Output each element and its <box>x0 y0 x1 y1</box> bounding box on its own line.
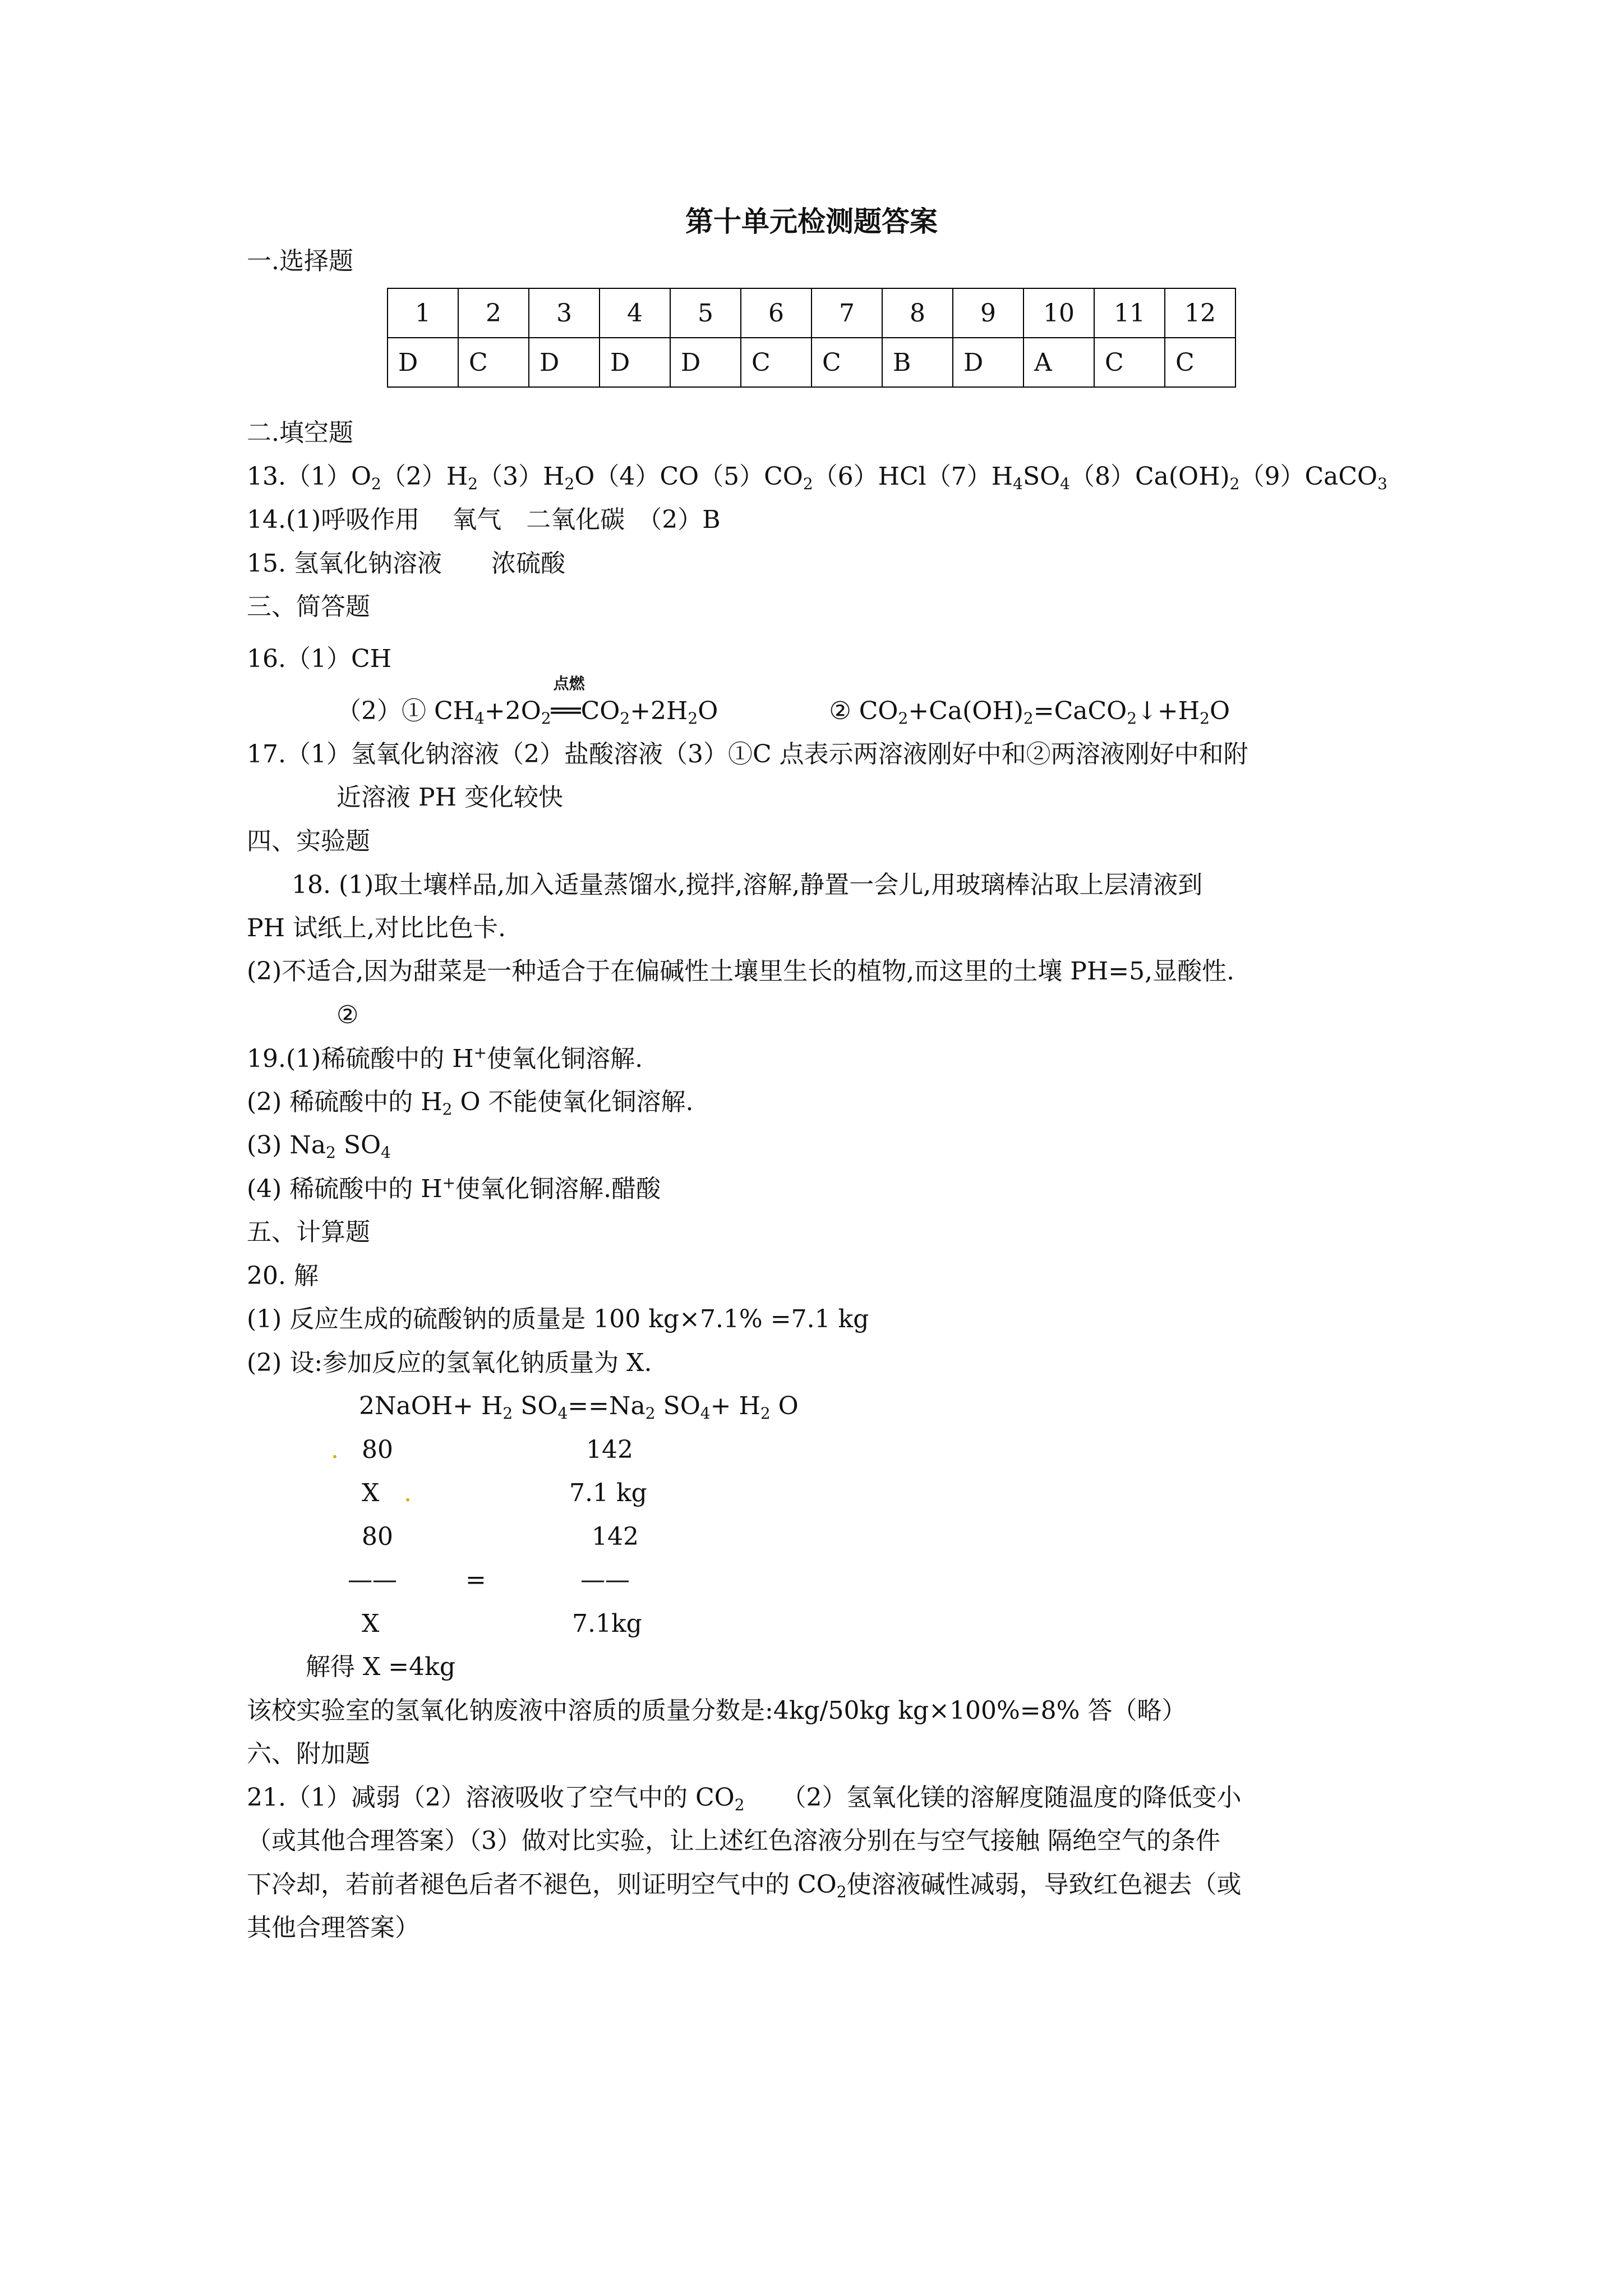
answer-q16-part1: 16.（1）CH <box>247 645 392 673</box>
table-cell: 4 <box>600 288 670 338</box>
table-cell: B <box>882 338 953 387</box>
answer-q19-line1: 19.(1)稀硫酸中的 H+使氧化铜溶解. <box>247 1043 643 1073</box>
answer-q21-line1: 21.（1）减弱（2）溶液吸收了空气中的 $CO_2$ （2）氢氧化镁的溶解度随温度的降低变小 <box>247 1783 1242 1814</box>
choice-answer-table <box>387 288 1236 388</box>
fraction-bar-left: —— <box>348 1566 397 1594</box>
answer-q21-line2: （或其他合理答案）（3）做对比实验，让上述红色溶液分别在与空气接触 隔绝空气的条件 <box>247 1826 1220 1855</box>
dot-mark: . <box>404 1479 412 1507</box>
table-cell: D <box>600 338 670 387</box>
table-cell: 10 <box>1023 288 1094 338</box>
table-cell: 6 <box>741 288 811 338</box>
answer-q18-line4: ② <box>336 1001 359 1029</box>
table-cell: D <box>529 338 600 387</box>
section-heading-bonus: 六、附加题 <box>247 1740 370 1768</box>
answer-q13: $13.(1)O_2(2)H_2(3)H_2O(4)CO(5)CO_2(6)HCl(7)H_4SO_4(8)Ca(OH)_2(9)CaCO_3$ <box>247 462 1387 493</box>
answer-q17-line1: 17.（1）氢氧化钠溶液（2）盐酸溶液（3）①C 点表示两溶液刚好中和②两溶液刚好中和附 <box>247 740 1248 769</box>
answer-q20-part1: (1) 反应生成的硫酸钠的质量是 100 kg×7.1% =7.1 kg <box>247 1305 869 1333</box>
answer-q21-line3: 下冷却，若前者褪色后者不褪色，则证明空气中的 $CO_2$使溶液碱性减弱，导致红色褪去（或 <box>247 1870 1242 1901</box>
equals-sign: = <box>465 1566 486 1594</box>
section-heading-calculation: 五、计算题 <box>247 1218 370 1246</box>
table-cell: A <box>1023 338 1094 387</box>
known-mass: 7.1 kg <box>569 1479 647 1507</box>
table-cell: 7 <box>811 288 882 338</box>
table-cell: D <box>953 338 1023 387</box>
ratio-denominator-right: 7.1kg <box>572 1609 642 1638</box>
solution-result: 解得 X =4kg <box>306 1653 455 1681</box>
reaction-condition: 点燃 ══ <box>551 674 585 725</box>
table-cell: C <box>458 338 529 387</box>
ratio-denominator-left: X <box>362 1609 380 1638</box>
answer-q19-line4: (4) 稀硫酸中的 H+使氧化铜溶解.醋酸 <box>247 1174 661 1203</box>
table-cell: C <box>1094 338 1165 387</box>
table-row-numbers <box>388 288 1235 338</box>
answer-q15: 15. 氢氧化钠溶液 浓硫酸 <box>247 549 565 578</box>
answer-q20-conclusion: 该校实验室的氢氧化钠废液中溶质的质量分数是:4kg/50kg kg×100%=8% 答（略） <box>247 1696 1187 1725</box>
answer-q18-line1: 18. (1)取土壤样品,加入适量蒸馏水,搅拌,溶解,静置一会儿,用玻璃棒沾取上层清液到 <box>292 871 1203 899</box>
answer-q19-line2: (2) 稀硫酸中的 $H_2$ O 不能使氧化铜溶解. <box>247 1088 694 1119</box>
section-heading-choice: 一.选择题 <box>247 247 353 275</box>
table-cell: 12 <box>1165 288 1235 338</box>
answer-q20-intro: 20. 解 <box>247 1262 319 1290</box>
answer-q14: 14.(1)呼吸作用 氧气 二氧化碳 （2）B <box>247 505 721 534</box>
answer-q18-line2: PH 试纸上,对比比色卡. <box>247 914 506 942</box>
ratio-numerator-left: 80 <box>362 1522 393 1551</box>
molar-mass-naoh: 80 <box>362 1435 393 1464</box>
reaction-equation: 2NaOH+ $H_2$ $SO_4==Na_2$ $SO_4+ H_2$ O <box>359 1392 799 1423</box>
table-cell: C <box>811 338 882 387</box>
section-heading-experiment: 四、实验题 <box>247 827 370 855</box>
dot-mark: . <box>331 1435 339 1464</box>
table-cell: 1 <box>388 288 458 338</box>
table-cell: D <box>670 338 741 387</box>
table-row-answers <box>388 338 1235 387</box>
page-title: 第十单元检测题答案 <box>685 205 938 238</box>
table-cell: D <box>388 338 458 387</box>
answer-q21-line4: 其他合理答案） <box>247 1913 419 1942</box>
answer-q17-line2: 近溶液 PH 变化较快 <box>336 783 563 812</box>
table-cell: 9 <box>953 288 1023 338</box>
table-cell: 3 <box>529 288 600 338</box>
table-cell: C <box>741 338 811 387</box>
table-cell: 5 <box>670 288 741 338</box>
table-cell: C <box>1165 338 1235 387</box>
answer-q16-part2: （2）① $CH_4+2O_2$ 点燃 $══CO_2+2H_2O$ ② $CO_2+Ca(OH)_2=CaCO_2↓+H_2O$ <box>336 674 1230 728</box>
molar-mass-na2so4: 142 <box>586 1435 633 1464</box>
answer-q18-line3: (2)不适合,因为甜菜是一种适合于在偏碱性土壤里生长的植物,而这里的土壤 PH=5,显酸性. <box>247 957 1235 986</box>
unknown-x: X <box>362 1479 380 1507</box>
section-heading-short-answer: 三、简答题 <box>247 592 370 621</box>
ratio-numerator-right: 142 <box>592 1522 639 1551</box>
answer-q19-line3: (3) $Na_2$ $SO_4$ <box>247 1131 391 1162</box>
section-heading-fill: 二.填空题 <box>247 418 353 447</box>
fraction-bar-right: —— <box>580 1566 630 1594</box>
table-cell: 11 <box>1094 288 1165 338</box>
table-cell: 2 <box>458 288 529 338</box>
answer-q20-part2: (2) 设:参加反应的氢氧化钠质量为 X. <box>247 1349 652 1377</box>
table-cell: 8 <box>882 288 953 338</box>
